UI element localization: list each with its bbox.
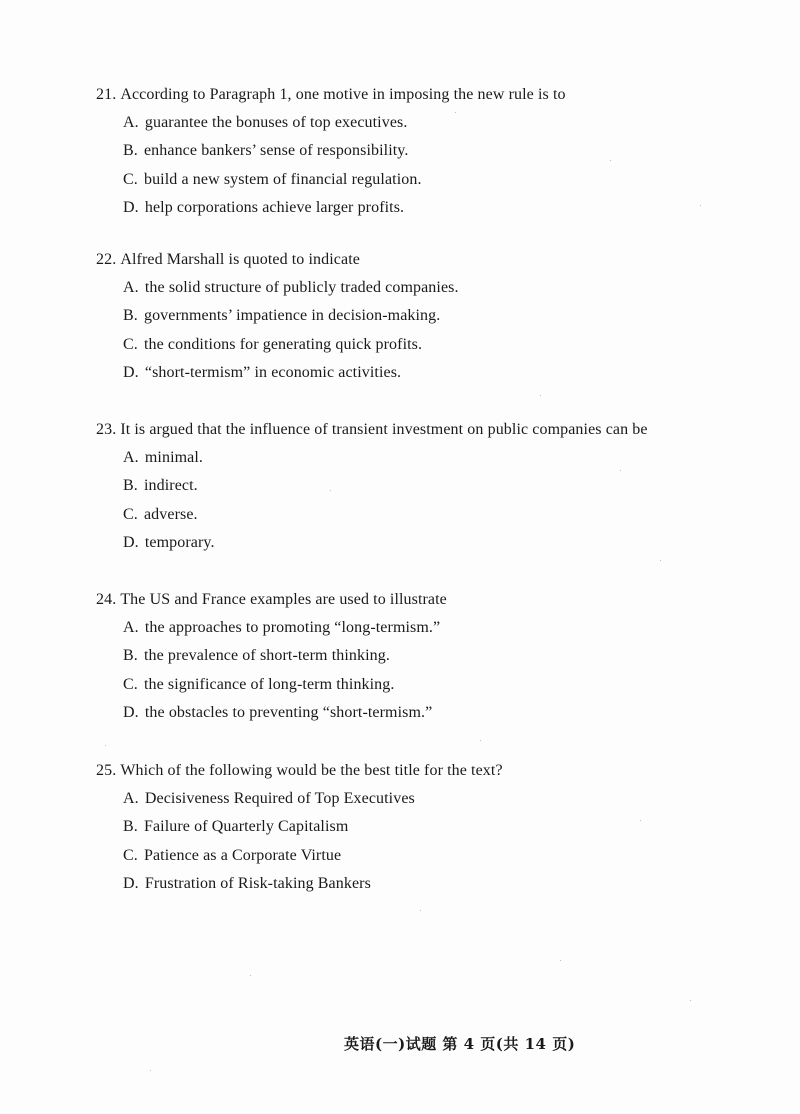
- option-text: the approaches to promoting “long-termism.”: [144, 619, 441, 636]
- option-letter: C.: [123, 505, 138, 523]
- option-text: temporary.: [144, 533, 215, 551]
- option-c: [123, 676, 736, 704]
- option-b: [123, 307, 736, 335]
- options-list: [96, 279, 736, 392]
- option-c: [123, 506, 736, 534]
- question-number: 24.: [96, 591, 117, 608]
- option-text: Failure of Quarterly Capitalism: [143, 818, 349, 836]
- option-letter: A.: [123, 619, 139, 636]
- question-number: 21.: [96, 86, 117, 103]
- question-stem: [96, 591, 736, 609]
- option-b: [123, 477, 736, 505]
- option-letter: D.: [123, 198, 139, 216]
- option-d: [123, 704, 736, 732]
- page-footer: 英语(一)试题 第 4 页(共 14 页): [344, 1035, 576, 1053]
- option-letter: B.: [123, 142, 138, 160]
- question-24: [96, 591, 736, 732]
- option-letter: A.: [123, 114, 139, 131]
- option-a: [123, 619, 736, 647]
- option-text: the obstacles to preventing “short-termism.”: [144, 703, 433, 721]
- options-list: [96, 790, 736, 903]
- question-text: According to Paragraph 1, one motive in imposing the new rule is to: [120, 86, 566, 103]
- question-22: [96, 251, 736, 392]
- question-number: 22.: [96, 251, 117, 268]
- question-stem: [96, 86, 736, 104]
- option-b: [123, 818, 736, 846]
- question-stem: [96, 421, 736, 439]
- scan-speck: [560, 960, 561, 961]
- option-letter: A.: [123, 449, 139, 466]
- option-letter: D.: [123, 363, 139, 381]
- option-d: [123, 364, 736, 392]
- scan-speck: [620, 470, 621, 471]
- option-a: [123, 279, 736, 307]
- option-a: [123, 114, 736, 142]
- option-letter: D.: [123, 533, 139, 551]
- option-text: governments’ impatience in decision-making.: [143, 307, 441, 325]
- scan-speck: [420, 910, 421, 911]
- scan-speck: [700, 205, 701, 206]
- option-text: the significance of long-term thinking.: [143, 675, 395, 693]
- option-b: [123, 142, 736, 170]
- option-letter: B.: [123, 477, 138, 495]
- question-21: [96, 86, 736, 227]
- question-23: [96, 421, 736, 562]
- scan-speck: [640, 820, 641, 821]
- option-text: build a new system of financial regulation.: [143, 170, 422, 188]
- option-letter: B.: [123, 647, 138, 665]
- option-text: the prevalence of short-term thinking.: [143, 647, 390, 665]
- scan-speck: [250, 975, 251, 976]
- option-text: Patience as a Corporate Virtue: [143, 846, 342, 864]
- option-text: the solid structure of publicly traded companies.: [144, 279, 459, 296]
- option-d: [123, 534, 736, 562]
- question-text: It is argued that the influence of transient investment on public companies can be: [120, 421, 648, 438]
- question-text: The US and France examples are used to illustrate: [120, 591, 447, 608]
- scan-speck: [330, 490, 331, 491]
- question-25: [96, 762, 736, 903]
- option-c: [123, 336, 736, 364]
- option-text: help corporations achieve larger profits.: [144, 198, 405, 216]
- option-text: enhance bankers’ sense of responsibility.: [143, 142, 409, 160]
- option-text: indirect.: [143, 477, 198, 495]
- option-letter: C.: [123, 846, 138, 864]
- option-text: guarantee the bonuses of top executives.: [144, 114, 408, 131]
- option-text: the conditions for generating quick profits.: [143, 335, 423, 353]
- scan-speck: [455, 112, 456, 113]
- question-stem: [96, 251, 736, 269]
- option-b: [123, 647, 736, 675]
- option-letter: D.: [123, 874, 139, 892]
- option-letter: A.: [123, 790, 139, 807]
- option-text: minimal.: [144, 449, 204, 466]
- option-text: “short-termism” in economic activities.: [144, 363, 402, 381]
- option-letter: C.: [123, 675, 138, 693]
- option-letter: C.: [123, 335, 138, 353]
- option-d: [123, 875, 736, 903]
- question-text: Which of the following would be the best title for the text?: [120, 762, 503, 779]
- question-text: Alfred Marshall is quoted to indicate: [120, 251, 360, 268]
- option-c: [123, 171, 736, 199]
- option-letter: A.: [123, 279, 139, 296]
- scan-speck: [105, 745, 106, 746]
- option-letter: B.: [123, 307, 138, 325]
- option-text: Decisiveness Required of Top Executives: [144, 790, 415, 807]
- option-a: [123, 449, 736, 477]
- option-letter: D.: [123, 703, 139, 721]
- question-number: 25.: [96, 762, 117, 779]
- question-number: 23.: [96, 421, 117, 438]
- options-list: [96, 619, 736, 732]
- question-stem: [96, 762, 736, 780]
- options-list: [96, 114, 736, 227]
- option-letter: B.: [123, 818, 138, 836]
- option-text: Frustration of Risk-taking Bankers: [144, 874, 371, 892]
- option-d: [123, 199, 736, 227]
- option-c: [123, 847, 736, 875]
- scan-speck: [690, 1000, 691, 1001]
- option-letter: C.: [123, 170, 138, 188]
- options-list: [96, 449, 736, 562]
- scan-speck: [660, 560, 661, 561]
- scan-speck: [150, 1070, 151, 1071]
- option-text: adverse.: [143, 505, 198, 523]
- scan-speck: [540, 395, 541, 396]
- scan-speck: [610, 160, 611, 161]
- scan-speck: [480, 740, 481, 741]
- option-a: [123, 790, 736, 818]
